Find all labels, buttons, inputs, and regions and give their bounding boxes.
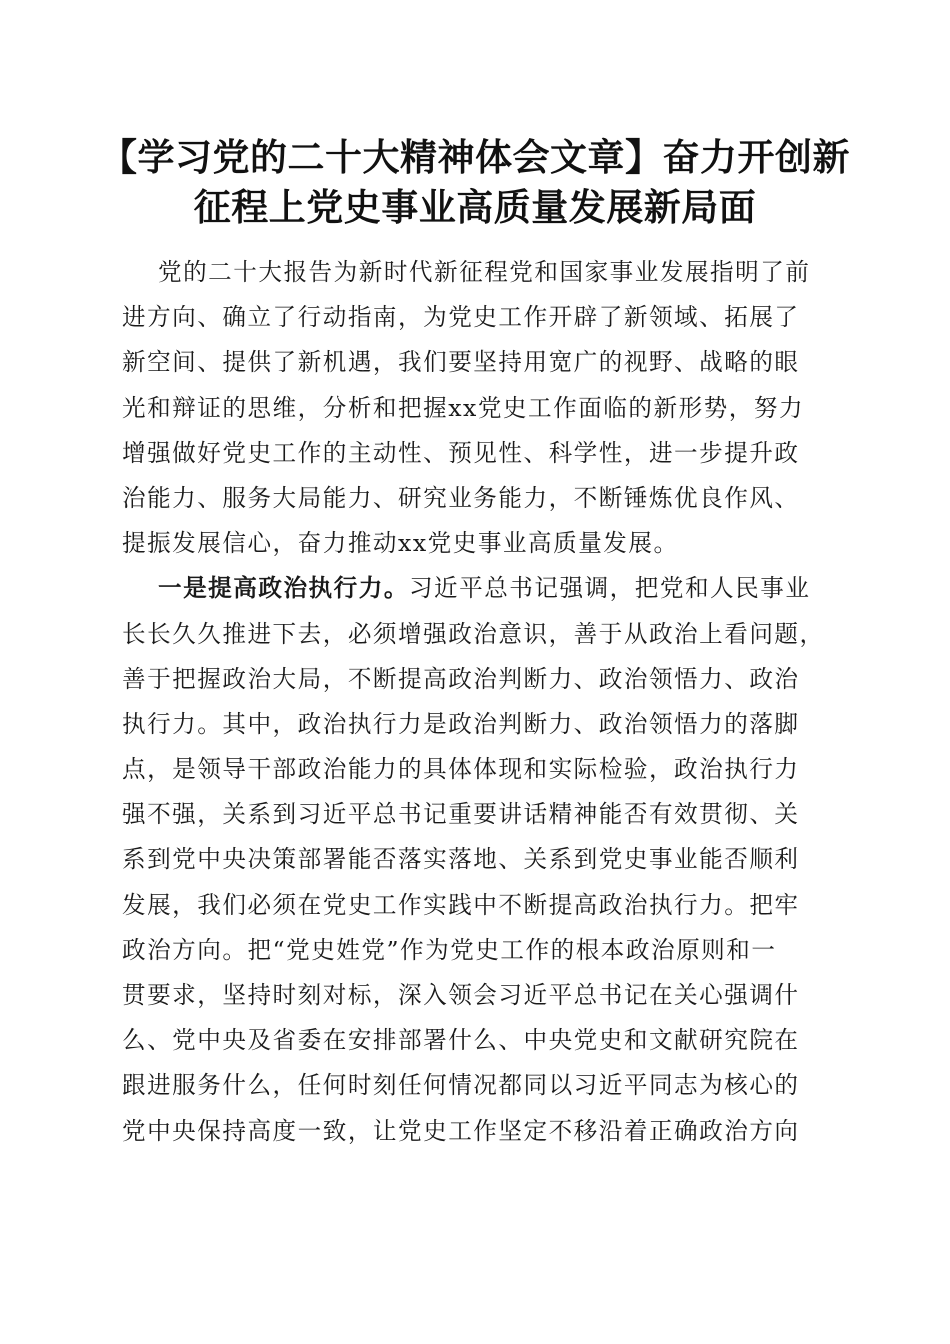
paragraph-line: 提振发展信心，奋力推动xx党史事业高质量发展。 <box>122 529 679 558</box>
paragraph-line-rest: 习近平总书记强调，把党和人民事业 <box>408 574 811 603</box>
paragraph-2 <box>122 566 832 1153</box>
document-title <box>100 132 850 232</box>
paragraph-line: 么、党中央及省委在安排部署什么、中央党史和文献研究院在 <box>122 1026 800 1055</box>
paragraph-line: 增强做好党史工作的主动性、预见性、科学性，进一步提升政 <box>122 438 800 467</box>
paragraph-line: 新空间、提供了新机遇，我们要坚持用宽广的视野、战略的眼 <box>122 348 800 377</box>
paragraph-line: 治能力、服务大局能力、研究业务能力，不断锤炼优良作风、 <box>122 483 800 512</box>
paragraph-line: 执行力。其中，政治执行力是政治判断力、政治领悟力的落脚 <box>122 709 800 738</box>
paragraph-line: 党中央保持高度一致，让党史工作坚定不移沿着正确政治方向 <box>122 1116 800 1145</box>
paragraph-line: 系到党中央决策部署能否落实落地、关系到党史事业能否顺利 <box>122 845 800 874</box>
paragraph-line: 进方向、确立了行动指南，为党史工作开辟了新领域、拓展了 <box>122 303 800 332</box>
title-line-1: 【学习党的二十大精神体会文章】奋力开创新 <box>100 135 850 179</box>
section-lead-heading: 一是提高政治执行力。 <box>158 574 409 603</box>
paragraph-1 <box>122 250 832 566</box>
paragraph-line: 政治方向。把“党史姓党”作为党史工作的根本政治原则和一 <box>122 935 777 964</box>
paragraph-line: 善于把握政治大局，不断提高政治判断力、政治领悟力、政治 <box>122 664 800 693</box>
paragraph-line: 贯要求，坚持时刻对标，深入领会习近平总书记在关心强调什 <box>122 981 800 1009</box>
document-body <box>122 250 832 1154</box>
title-line-2: 征程上党史事业高质量发展新局面 <box>193 185 757 229</box>
paragraph-line: 发展，我们必须在党史工作实践中不断提高政治执行力。把牢 <box>122 890 800 919</box>
paragraph-line: 强不强，关系到习近平总书记重要讲话精神能否有效贯彻、关 <box>122 800 800 829</box>
paragraph-line: 跟进服务什么，任何时刻任何情况都同以习近平同志为核心的 <box>122 1071 800 1100</box>
paragraph-line: 光和辩证的思维，分析和把握xx党史工作面临的新形势，努力 <box>122 393 805 422</box>
paragraph-line: 点，是领导干部政治能力的具体体现和实际检验，政治执行力 <box>122 755 800 784</box>
paragraph-line: 党的二十大报告为新时代新征程党和国家事业发展指明了前 <box>158 258 811 286</box>
paragraph-line: 长长久久推进下去，必须增强政治意识，善于从政治上看问题， <box>122 619 825 648</box>
paragraph-line <box>122 566 832 611</box>
